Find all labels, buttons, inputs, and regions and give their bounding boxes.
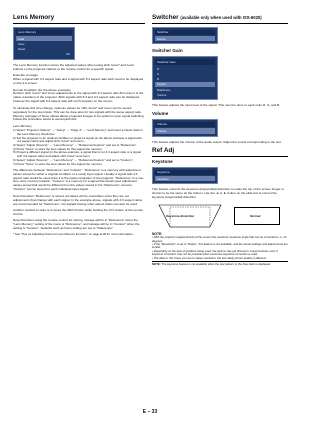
menu-title: Lens Memory (16, 30, 72, 35)
note-item: • The data is, the closer you are to native resolution, the less likely picture quality is affected. (152, 255, 267, 260)
gain-text: This feature adjusts the input level of the signal. This must be done to each color R, G, and B. (152, 103, 281, 108)
switcher-menu (152, 27, 218, 45)
menu-item-keystone-slider[interactable]: Keystone (155, 176, 215, 181)
switcher-heading (152, 14, 288, 21)
eliminate-text: To eliminate this size change, optimum values for shift, focus* and zoom can be stored separately for the two inputs. This can be done also for two signals with the same aspect ratio. Memory (storage) of these values allows projected images to be optimum upon signal switching. Follow the procedure below to accomplish this. (13, 105, 145, 122)
footnote: * See "Tips on Adjusting Focus for Lens Memory Function" on page E-48 for more information. (13, 232, 134, 237)
menu-item-volume-slider[interactable]: Volume (155, 128, 215, 133)
switcher-gain-menu (152, 56, 218, 100)
example-title: Example of usage: (13, 73, 39, 78)
heading-rule (152, 156, 288, 157)
intro-paragraph: The Lens Memory function stores the adjusted values when using shift, focus* and zoom buttons on the projector cabinet or the remote control for a specific signal. (13, 63, 135, 71)
menu-item-source[interactable]: Source (155, 36, 215, 41)
note-2 (152, 263, 288, 266)
note-2-text: The keystone feature is not available when the test pattern or the blue back is displayed. (161, 261, 271, 266)
menu-item-save[interactable]: Save (18, 42, 25, 47)
normal-title: Normal Condition (for the above example): (13, 87, 72, 92)
step-item: 7) Press "Store" to store the lens values for this signal into memory. (13, 161, 103, 166)
menu-title: Volume (155, 122, 215, 127)
heading-rule (13, 23, 145, 24)
lens-memory-heading: Lens Memory (13, 14, 55, 21)
menu-item-b[interactable]: B (157, 77, 159, 82)
menu-title: Switcher Gain (155, 59, 215, 64)
volume-title: Volume (152, 110, 169, 116)
note-2-heading: NOTE: (152, 261, 161, 266)
keystone-figure (152, 203, 288, 229)
normal-text: Perform shift, focus* and zoom adjustments to the signal with 4:3 aspect ratio first since it is the native resolution of the projector. Both signals with 5:4 and 4:3 aspect ratio can be displayed, however the signal with 5:4 aspect ratio will not fit properly on the screen. (13, 91, 144, 104)
page-number: E – 33 (142, 409, 158, 415)
menu-item-reset[interactable]: Reset (18, 47, 26, 52)
lens-memory-menu (13, 27, 75, 60)
note-paragraph-1: Note that when "Reference" is stored, all values will be overwritten since they are not adjustments that change with each signal. In the example above, signals with 4:3 aspect ratios are recommended for "Reference", but signals having other aspect ratios can also be used. (13, 193, 143, 206)
step-item: 3) Select "Adjust (Source)" → "Lens Memory" → "Reference/Custom" and set to "Reference". (13, 143, 137, 148)
menu-ok-button[interactable]: OK (65, 52, 70, 57)
keystone-menu (152, 167, 218, 185)
ref-adj-heading: Ref Adj (152, 146, 175, 154)
left-column (13, 14, 145, 240)
note-heading: NOTE: (152, 232, 163, 237)
note-paragraph-3: Note that when using the remote control for storing, storage will be in "Reference" when the "Lens Memory" setting of the menu is "Reference", and storage will be in "Custom" when the setting is "Custom". Defaults such as focus setting are set to "Reference". (13, 218, 140, 231)
lens-memory-procedure-title: Lens Memory (13, 123, 32, 128)
menu-title: Keystone (155, 170, 215, 175)
step-item: 6) Select "Adjust (Source)" → "Lens Memory" → "Reference/Custom" and set to "Custom". (13, 157, 134, 162)
menu-item-g[interactable]: G (157, 71, 160, 76)
note-item: • If the "Resolution" is set to "Native", this feature is not available, and the stored settings and adjustments are invalid. (152, 241, 288, 250)
switcher-gain-title: Switcher Gain (152, 48, 183, 54)
switcher-heading-text: Switcher (152, 14, 179, 21)
volume-menu (152, 119, 218, 137)
step-item: 2) Set the projector to an original condition or project a signal (in the above example a signal with 4:3 aspect ratio) and adjust shift, focus* and zoom. (13, 135, 142, 144)
keystone-distortion-label: Keystone distortion (166, 214, 195, 219)
note-item: • Depending on the type of graphics being used, the picture may get blurred or unsymmetrical, even if keystone correction may not be possible when excessive keystone correction is used. (152, 248, 278, 257)
step-item: 1) Select "Projector Options" → "Setup" → "Page 4" → "Lens Memory" and insert a check mark in the Lens Memory check box. (13, 128, 143, 136)
example-text: When a signal with 4:3 aspect ratio and a signal with 5:4 aspect ratio both need to be displayed on the 4:3 screen. (13, 77, 144, 86)
heading-rule (152, 23, 288, 24)
step-item: 5) Project a different signal (in the above example, a signal that is not 4:3 aspect ratio or a signal with 4:3 aspect ratio) and adjust shift, focus* and zoom. (13, 150, 141, 159)
menu-item-load[interactable]: Load (16, 36, 72, 41)
step-item: 4) Press "Store" to store the lens values for this signal into memory. (13, 146, 103, 151)
volume-text: This feature adjusts the volume of the audio output. Adjust the sound corresponding to the slot. (152, 139, 282, 144)
switcher-heading-note: (available only when used with ISS-6020) (180, 15, 262, 20)
right-column (152, 14, 288, 266)
note-item: • With the projector angled directly at the screen the maximum keystone angle that can be corrected is +/- 15 degrees. (152, 235, 287, 243)
menu-item-brightness[interactable]: Brightness (157, 87, 171, 92)
keystone-title: Keystone (152, 158, 173, 164)
menu-item-r[interactable]: R (157, 66, 160, 71)
normal-label: Normal (250, 214, 261, 219)
menu-item-screen[interactable]: Screen (155, 82, 215, 87)
difference-text: The difference between "Reference" and "Custom": "Reference" is a memory with adjustment values stored for either a original condition or a newly input signal. Usually a signal with 4:3 aspect ratio would be used since it is the native resolution of the projector. "Reference" is a one-time entry memory location. "Custom" is a memory for a signal that would need adjustment values stored that would be different from the values stored in the "Reference" memory. "Custom" can be stored for each individual input signal. (13, 167, 145, 192)
menu-item-volume[interactable]: Volume (157, 92, 167, 97)
procedure-steps (13, 129, 145, 166)
note-paragraph-2: Another method to store is to press the INFO button while holding the CTL button of the remote control. (13, 207, 144, 216)
keystone-text: This feature corrects the keystone (trapezoidal) distortion to make the top of the screen longer or shorter to be the same as the bottom. Use the ◄ or ► button on the slide bar to correct the keystone (trapezoidal) distortion. (152, 187, 285, 200)
menu-title: Switcher (155, 30, 215, 35)
